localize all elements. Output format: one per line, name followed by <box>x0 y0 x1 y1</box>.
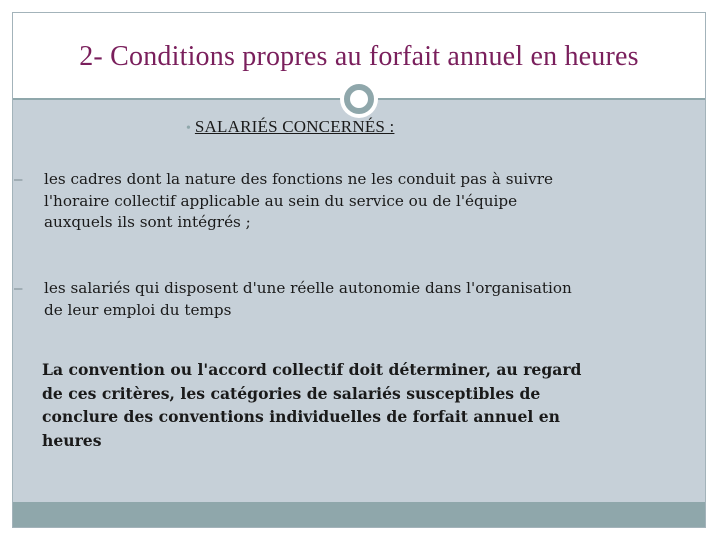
list-item-line: l'horaire collectif applicable au sein du service ou de l'équipe <box>44 191 518 210</box>
list-item-line: de leur emploi du temps <box>44 300 232 319</box>
list-item-text <box>44 278 684 321</box>
conclusion-paragraph <box>42 358 692 452</box>
paragraph-line: de ces critères, les catégories de salariés susceptibles de <box>42 383 541 403</box>
dash-icon: – <box>14 280 23 297</box>
circle-ring-icon <box>340 80 378 118</box>
paragraph-line: heures <box>42 430 102 450</box>
list-item <box>14 169 694 239</box>
paragraph-line: conclure des conventions individuelles de forfait annuel en <box>42 407 561 426</box>
section-heading <box>186 117 394 137</box>
list-item-text <box>44 169 684 234</box>
paragraph-line: La convention ou l'accord collectif doit déterminer, au regard <box>42 360 582 379</box>
list-item-line: les salariés qui disposent d'une réelle autonomie dans l'organisation <box>44 279 572 297</box>
list-item-line: auxquels ils sont intégrés ; <box>44 213 251 231</box>
bullet-icon: • <box>186 121 191 136</box>
list-item <box>14 278 694 326</box>
bottom-band <box>13 502 705 527</box>
list-item-line: les cadres dont la nature des fonctions ne les conduit pas à suivre <box>44 170 553 188</box>
section-heading-text: SALARIÉS CONCERNÉS : <box>194 117 395 136</box>
circle-ring-inner <box>344 84 374 114</box>
slide-title: 2- Conditions propres au forfait annuel en heures <box>79 41 639 72</box>
dash-icon: – <box>14 171 23 188</box>
